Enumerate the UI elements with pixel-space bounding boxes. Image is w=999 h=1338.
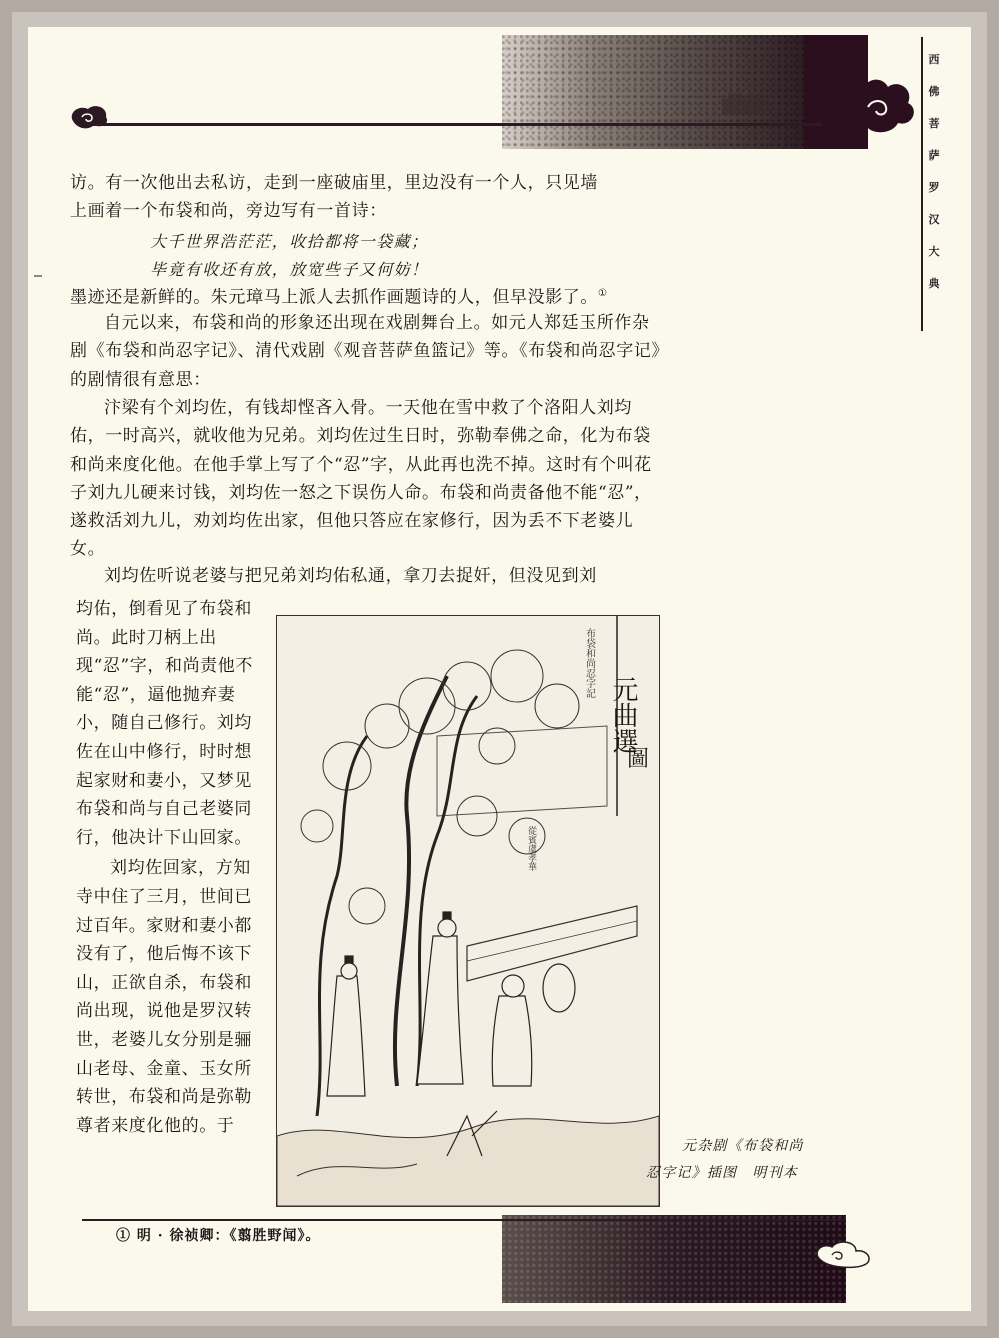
paragraph-5-first-line <box>70 562 690 590</box>
illustration-drawing <box>277 616 659 1206</box>
title-char: 汉 <box>928 213 940 226</box>
paragraph-3 <box>70 309 666 394</box>
vertical-book-title <box>921 37 945 331</box>
wrap-column <box>76 595 262 1140</box>
footer-rule <box>82 1219 846 1221</box>
illus-signature: 從賓虞孝華 <box>526 826 536 871</box>
title-char: 西 <box>928 53 940 66</box>
paragraph-1 <box>70 169 670 226</box>
cloud-ornament-icon <box>812 1237 876 1269</box>
illus-title: 元曲選 <box>608 676 638 754</box>
paragraph-2 <box>70 280 690 312</box>
illus-subtitle: 圖 <box>627 747 650 772</box>
book-page <box>28 27 971 1311</box>
paragraph-4 <box>70 394 666 564</box>
header-emblem-icon <box>718 91 774 121</box>
footnote: ① 明 · 徐祯卿：《翦胜野闻》。 <box>116 1228 321 1244</box>
title-char: 典 <box>928 277 940 290</box>
text-line: 上画着一个布袋和尚，旁边写有一首诗： <box>70 201 387 222</box>
poem-line-2: 毕竟有收还有放，放宽些子又何妨！ <box>150 260 429 279</box>
cloud-scroll-icon <box>68 101 112 131</box>
caption-line-1: 元杂剧《布袋和尚 <box>682 1138 804 1154</box>
woodcut-illustration <box>276 615 660 1207</box>
title-char: 菩 <box>928 117 940 130</box>
paragraph-text: 汴梁有个刘均佐，有钱却悭吝入骨。一天他在雪中救了个洛阳人刘均佑，一时高兴，就收他为兄弟。刘均佐过生日时，弥勒奉佛之命，化为布袋和尚来度化他。在他手掌上写了个“忍”字，从此再也洗不掉。这时有个叫花子刘九儿硬来讨钱，刘均佐一怒之下误伤人命。布袋和尚责备他不能“忍”，遂救活刘九儿，劝刘均佐出家，但他只答应在家修行，因为丢不下老婆儿女。 <box>70 398 652 560</box>
paragraph-text: 刘均佐回家，方知寺中住了三月，世间已过百年。家财和妻小都没有了，他后悔不该下山，正欲自杀，布袋和尚出现，说他是罗汉转世，老婆儿女分别是骊山老母、金童、玉女所转世，布袋和尚是弥勒尊者来度化他的。于 <box>76 858 252 1136</box>
illus-inscription: 布袋和尚忍字記 <box>583 628 595 698</box>
footnote-ref[interactable]: ① <box>598 288 608 299</box>
title-char: 罗 <box>928 181 940 194</box>
paragraph-text: 自元以来，布袋和尚的形象还出现在戏剧舞台上。如元人郑廷玉所作杂剧《布袋和尚忍字记》、清代戏剧《观音菩萨鱼篮记》等。《布袋和尚忍字记》的剧情很有意思： <box>70 313 661 390</box>
paragraph-text: 均佑，倒看见了布袋和尚。此时刀柄上出现“忍”字，和尚责他不能“忍”，逼他抛弃妻小，随自己修行。刘均佐在山中修行，时时想起家财和妻小，又梦见布袋和尚与自己老婆同行，他决计下山回家。 <box>76 599 253 848</box>
text-line: 墨迹还是新鲜的。朱元璋马上派人去抓作画题诗的人，但早没影了。 <box>70 287 598 308</box>
edge-mark <box>34 275 42 277</box>
cloud-ornament-icon <box>840 63 920 143</box>
illustration-caption <box>646 1133 872 1187</box>
poem-line-1: 大千世界浩茫茫，收拾都将一袋藏； <box>150 232 429 251</box>
header-rule <box>82 123 822 126</box>
title-char: 大 <box>928 245 940 258</box>
footer-texture-bar <box>502 1215 846 1303</box>
title-char: 佛 <box>928 85 940 98</box>
caption-line-2: 忍字记》插图 明刊本 <box>646 1165 798 1181</box>
text-line: 访。有一次他出去私访，走到一座破庙里，里边没有一个人，只见墙 <box>70 173 598 193</box>
text-line: 刘均佐听说老婆与把兄弟刘均佑私通，拿刀去捉奸，但没见到刘 <box>104 566 597 586</box>
title-char: 萨 <box>928 149 940 162</box>
